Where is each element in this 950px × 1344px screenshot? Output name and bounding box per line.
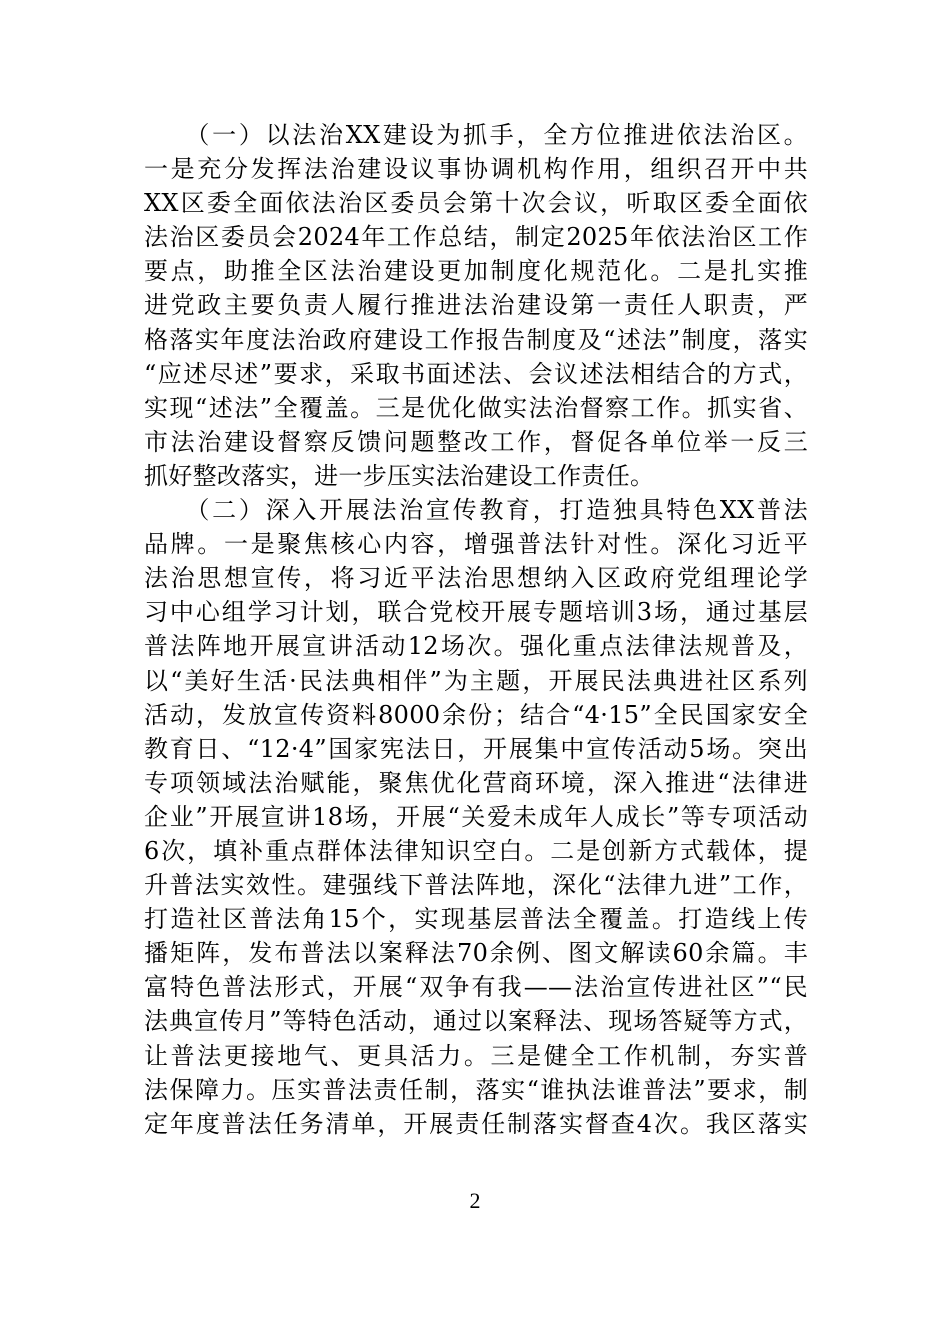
text-line: 普法阵地开展宣讲活动12场次。强化重点法律法规普及， <box>144 632 808 661</box>
text-line: 打造社区普法角15个，实现基层普法全覆盖。打造线上传 <box>144 905 808 934</box>
text-line: 市法治建设督察反馈问题整改工作，督促各单位举一反三 <box>144 427 808 456</box>
text-line: 6次，填补重点群体法律知识空白。二是创新方式载体，提 <box>144 836 808 865</box>
text-line: 以“美好生活·民法典相伴”为主题，开展民法典进社区系列 <box>144 666 808 695</box>
text-line: 一是充分发挥法治建设议事协调机构作用，组织召开中共 <box>144 155 808 184</box>
text-line: 定年度普法任务清单，开展责任制落实督查4次。我区落实 <box>144 1109 808 1138</box>
text-line: 法保障力。压实普法责任制，落实“谁执法谁普法”要求，制 <box>144 1075 808 1104</box>
text-line: 富特色普法形式，开展“双争有我——法治宣传进社区”“民 <box>144 973 808 1002</box>
text-line: （一）以法治XX建设为抓手，全方位推进依法治区。 <box>144 121 808 149</box>
text-line: 习中心组学习计划，联合党校开展专题培训3场，通过基层 <box>144 598 808 627</box>
text-line: 实现“述法”全覆盖。三是优化做实法治督察工作。抓实省、 <box>144 393 808 422</box>
text-line: 进党政主要负责人履行推进法治建设第一责任人职责，严 <box>144 291 808 320</box>
text-line: 让普法更接地气、更具活力。三是健全工作机制，夯实普 <box>144 1041 808 1070</box>
text-line: 播矩阵，发布普法以案释法70余例、图文解读60余篇。丰 <box>144 939 808 968</box>
text-line: 企业”开展宣讲18场，开展“关爱未成年人成长”等专项活动 <box>144 802 808 831</box>
text-line: 教育日、“12·4”国家宪法日，开展集中宣传活动5场。突出 <box>144 734 808 763</box>
text-line: 活动，发放宣传资料8000余份；结合“4·15”全民国家安全 <box>144 700 808 729</box>
text-line: 抓好整改落实，进一步压实法治建设工作责任。 <box>144 461 655 490</box>
text-line: 法治思想宣传，将习近平法治思想纳入区政府党组理论学 <box>144 564 808 593</box>
text-line: （二）深入开展法治宣传教育，打造独具特色XX普法 <box>144 496 808 525</box>
paragraph-1 <box>144 118 808 493</box>
text-line: 专项领域法治赋能，聚焦优化营商环境，深入推进“法律进 <box>144 768 808 797</box>
text-line: 格落实年度法治政府建设工作报告制度及“述法”制度，落实 <box>144 325 808 354</box>
page-number: 2 <box>469 1188 481 1213</box>
text-line: 要点，助推全区法治建设更加制度化规范化。二是扎实推 <box>144 257 808 286</box>
text-line: 升普法实效性。建强线下普法阵地，深化“法律九进”工作， <box>144 871 808 900</box>
text-line: 法典宣传月”等特色活动，通过以案释法、现场答疑等方式， <box>144 1007 808 1036</box>
text-line: 法治区委员会2024年工作总结，制定2025年依法治区工作 <box>144 223 808 252</box>
text-line: 品牌。一是聚焦核心内容，增强普法针对性。深化习近平 <box>144 530 808 559</box>
text-line: XX区委全面依法治区委员会第十次会议，听取区委全面依 <box>144 189 808 218</box>
text-line: “应述尽述”要求，采取书面述法、会议述法相结合的方式， <box>144 359 808 388</box>
body-text <box>144 118 808 1141</box>
paragraph-2 <box>144 493 808 1141</box>
